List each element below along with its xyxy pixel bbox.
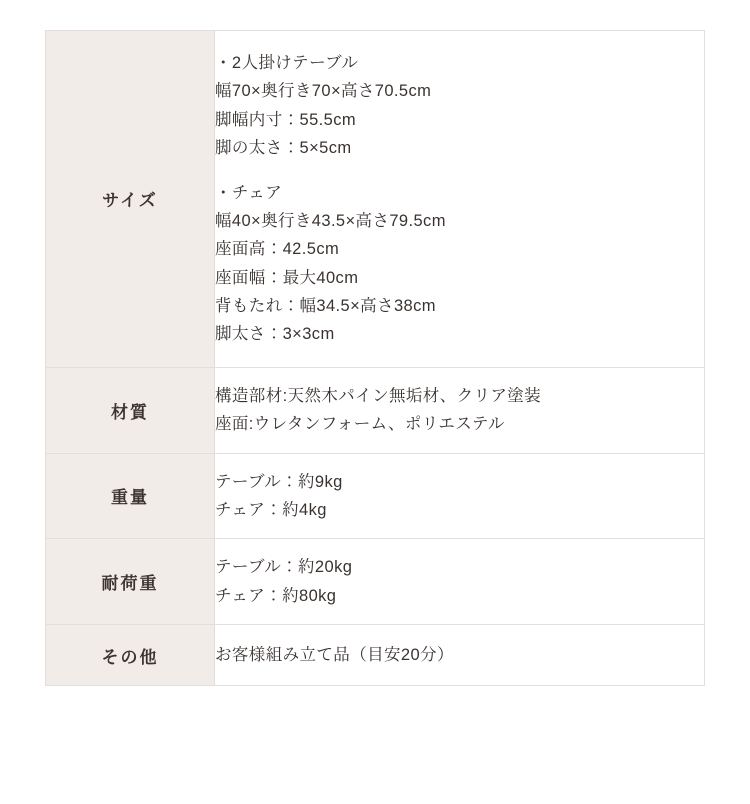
table-row xyxy=(46,31,705,368)
table-row xyxy=(46,539,705,625)
spec-row-value xyxy=(215,539,705,625)
spec-group xyxy=(215,382,704,439)
spec-line: 座面幅：最大40cm xyxy=(215,268,359,287)
product-spec-table xyxy=(45,30,705,686)
spec-row-label: サイズ xyxy=(46,31,215,368)
spec-group xyxy=(215,553,704,610)
spec-line: 構造部材:天然木パイン無垢材、クリア塗装 xyxy=(215,386,542,405)
spec-group-heading: ・2人掛けテーブル xyxy=(215,54,359,72)
spec-line: チェア：約80kg xyxy=(215,586,337,605)
spec-line: 脚幅内寸：55.5cm xyxy=(215,110,357,129)
spec-line: お客様組み立て品（目安20分） xyxy=(215,646,454,664)
spec-group-heading: ・チェア xyxy=(215,183,283,202)
spec-line: 脚の太さ：5×5cm xyxy=(215,139,352,158)
spec-row-label: 材質 xyxy=(46,367,215,453)
spec-line: 座面:ウレタンフォーム、ポリエステル xyxy=(215,415,505,434)
spec-line: 背もたれ：幅34.5×高さ38cm xyxy=(215,297,436,315)
spec-group xyxy=(215,179,704,349)
spec-line: チェア：約4kg xyxy=(215,500,327,519)
spec-line: テーブル：約9kg xyxy=(215,472,343,491)
spec-line: 幅70×奥行き70×高さ70.5cm xyxy=(215,82,432,101)
spec-row-value xyxy=(215,367,705,453)
spec-group xyxy=(215,49,704,163)
spec-row-label: 耐荷重 xyxy=(46,539,215,625)
spec-line: 幅40×奥行き43.5×高さ79.5cm xyxy=(215,211,446,230)
spec-row-value xyxy=(215,453,705,539)
spec-table-container xyxy=(45,30,705,686)
spec-row-value xyxy=(215,625,705,686)
spec-line: 座面高：42.5cm xyxy=(215,240,340,259)
table-row xyxy=(46,453,705,539)
table-row xyxy=(46,367,705,453)
spec-row-label: その他 xyxy=(46,625,215,686)
spec-group xyxy=(215,468,704,525)
spec-line: テーブル：約20kg xyxy=(215,558,353,577)
spec-line: 脚太さ：3×3cm xyxy=(215,325,335,344)
table-row xyxy=(46,625,705,686)
spec-row-value xyxy=(215,31,705,368)
spec-table-body xyxy=(46,31,705,686)
spec-row-label: 重量 xyxy=(46,453,215,539)
spec-group xyxy=(215,641,704,669)
